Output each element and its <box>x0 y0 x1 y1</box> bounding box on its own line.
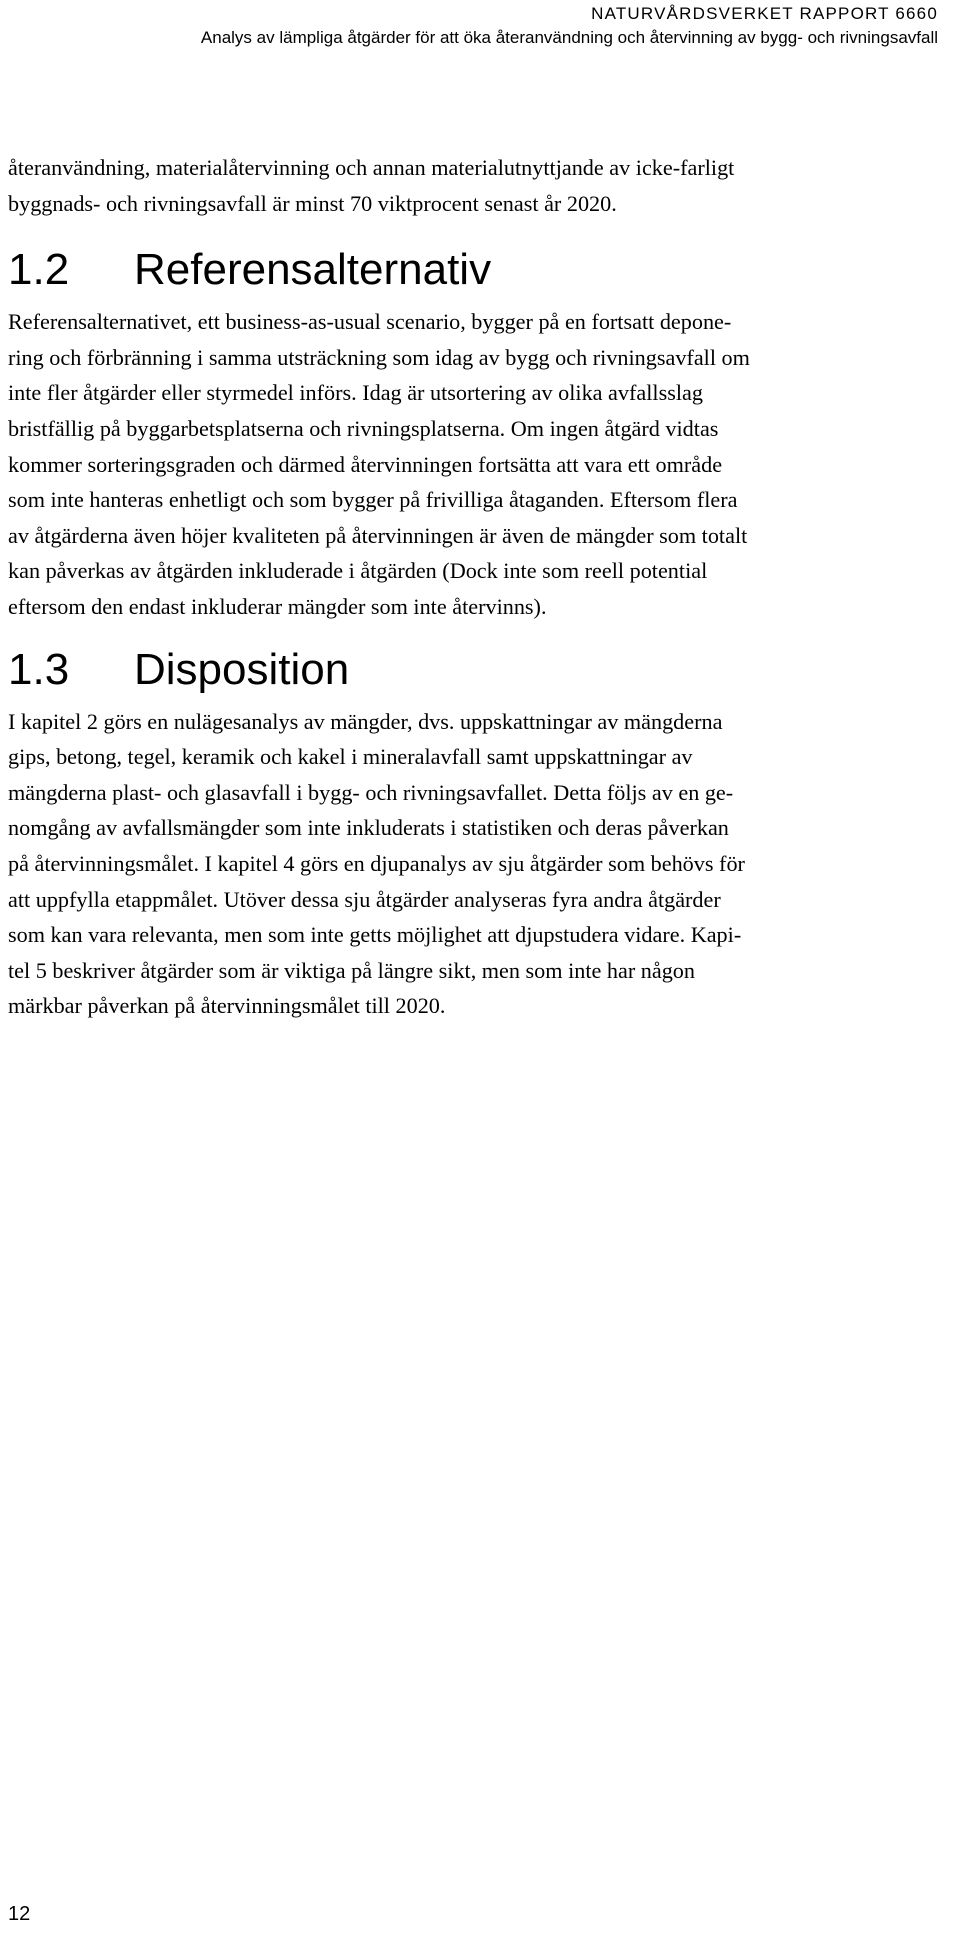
text-line: tel 5 beskriver åtgärder som är viktiga på längre sikt, men som inte har någon <box>8 957 695 983</box>
intro-paragraph <box>8 150 958 221</box>
running-header <box>201 2 938 50</box>
text-line: mängderna plast- och glasavfall i bygg- och rivningsavfallet. Detta följs av en ge- <box>8 779 734 805</box>
section-number: 1.3 <box>8 644 70 694</box>
text-line: som inte hanteras enhetligt och som bygger på frivilliga åtaganden. Eftersom flera <box>8 487 738 513</box>
section-title: Disposition <box>134 644 350 694</box>
report-title: Analys av lämpliga åtgärder för att öka återanvändning och återvinning av bygg- och rivningsavfall <box>200 28 938 47</box>
text-line: märkbar påverkan på återvinningsmålet till 2020. <box>8 993 446 1019</box>
text-line: inte fler åtgärder eller styrmedel införs. Idag är utsortering av olika avfallsslag <box>8 380 703 406</box>
text-line: nomgång av avfallsmängder som inte inkluderats i statistiken och deras påverkan <box>8 815 729 841</box>
text-line: eftersom den endast inkluderar mängder som inte återvinns). <box>8 593 547 619</box>
disposition-paragraph <box>8 704 958 1024</box>
text-line: bristfällig på byggarbetsplatserna och rivningsplatserna. Om ingen åtgärd vidtas <box>8 415 719 441</box>
text-line: byggnads- och rivningsavfall är minst 70 viktprocent senast år 2020. <box>8 190 617 216</box>
text-line: återanvändning, materialåtervinning och annan materialutnyttjande av icke-farligt <box>8 155 735 180</box>
text-line: I kapitel 2 görs en nulägesanalys av mängder, dvs. uppskattningar av mängderna <box>8 708 723 734</box>
text-line: kan påverkas av åtgärden inkluderade i åtgärden (Dock inte som reell potential <box>8 558 708 584</box>
section-heading-referensalternativ <box>8 242 958 298</box>
referensalternativ-paragraph <box>8 304 958 624</box>
section-heading-disposition <box>8 642 958 698</box>
text-line: kommer sorteringsgraden och därmed återvinningen fortsätta att vara ett område <box>8 451 723 477</box>
text-line: gips, betong, tegel, keramik och kakel i mineralavfall samt uppskattningar av <box>8 744 693 770</box>
text-line: ring och förbränning i samma utsträckning som idag av bygg och rivningsavfall om <box>8 344 750 370</box>
text-line: på återvinningsmålet. I kapitel 4 görs en djupanalys av sju åtgärder som behövs för <box>8 850 745 876</box>
page-number: 12 <box>8 1903 31 1925</box>
text-line: av åtgärderna även höjer kvaliteten på återvinningen är även de mängder som totalt <box>8 522 748 548</box>
report-series: NATURVÅRDSVERKET RAPPORT 6660 <box>591 4 938 23</box>
text-line: att uppfylla etappmålet. Utöver dessa sju åtgärder analyseras fyra andra åtgärder <box>8 886 721 912</box>
text-line: Referensalternativet, ett business-as-usual scenario, bygger på en fortsatt depone- <box>8 309 732 335</box>
section-title: Referensalternativ <box>134 245 492 295</box>
section-number: 1.2 <box>8 245 70 295</box>
text-line: som kan vara relevanta, men som inte getts möjlighet att djupstudera vidare. Kapi- <box>8 922 742 948</box>
page-body <box>8 150 958 1024</box>
